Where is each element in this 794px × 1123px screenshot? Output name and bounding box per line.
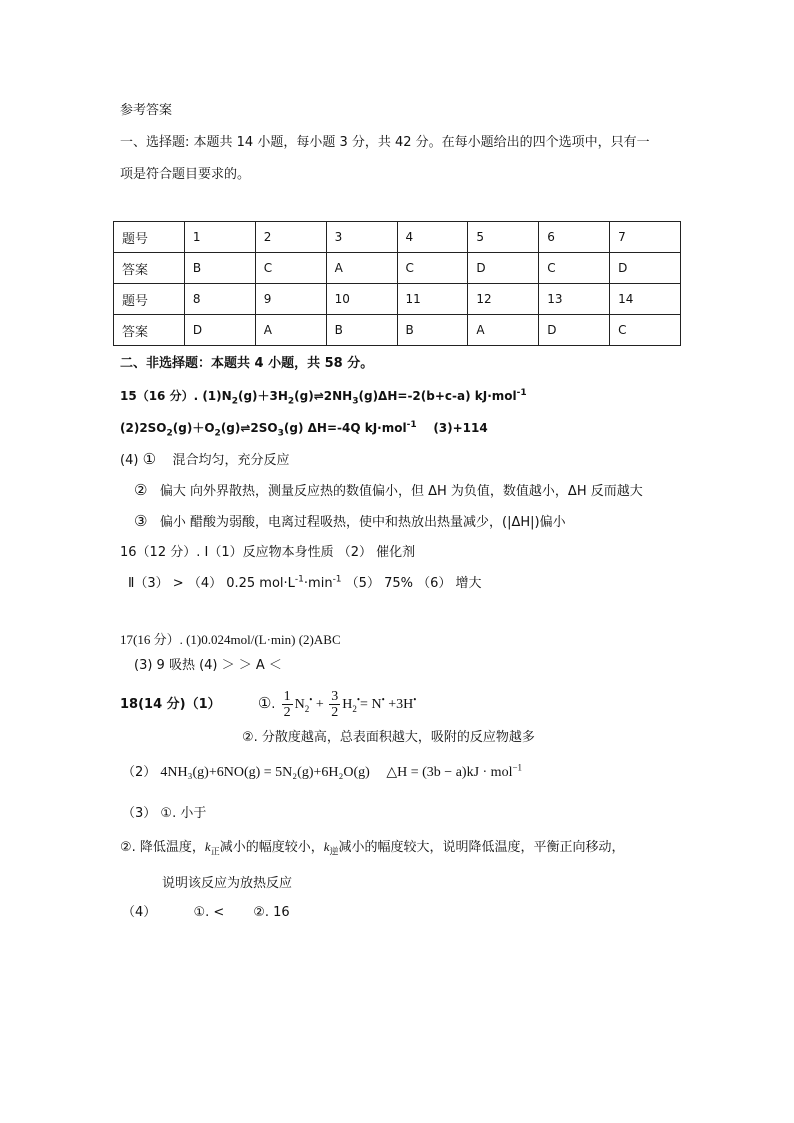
q15-l2-prefix: (2)2SO xyxy=(120,421,167,435)
q17-line1: 17(16 分）. (1)0.024mol/(L·min) (2)ABC xyxy=(120,632,341,647)
q15-l1-prefix: 15（16 分）. (1)N xyxy=(120,389,232,403)
q15-l3-text: 混合均匀，充分反应 xyxy=(172,453,290,468)
table-cell: A xyxy=(255,315,326,346)
table-cell: 11 xyxy=(397,284,468,315)
q18-line7 xyxy=(122,904,290,922)
table-cell: C xyxy=(397,253,468,284)
table-cell: 1 xyxy=(184,222,255,253)
q15-l4-text: 偏大 向外界散热，测量反应热的数值偏小，但 ΔH 为负值，数值越小，ΔH 反而越大 xyxy=(159,484,643,499)
q15-l1-end: (g)ΔH=-2(b+c-a) kJ·mol xyxy=(358,389,517,403)
frac-den: 2 xyxy=(283,705,291,721)
table-cell: D xyxy=(184,315,255,346)
sup: -1 xyxy=(516,388,527,398)
section2-heading: 二、非选择题：本题共 4 小题，共 58 分。 xyxy=(120,356,374,371)
q18-line6: 说明该反应为放热反应 xyxy=(162,876,293,891)
table-cell: 14 xyxy=(610,284,681,315)
q15-l2-mid: (g)＋O xyxy=(172,421,215,435)
frac-den: 2 xyxy=(331,705,339,721)
eq-equals: = xyxy=(360,697,372,712)
eq-h2: H xyxy=(342,697,353,712)
table-cell: 2 xyxy=(255,222,326,253)
sup: • xyxy=(356,694,361,705)
q18-l5-c: 减小的幅度较大，说明降低温度，平衡正向移动， xyxy=(338,840,625,855)
row-header-cell: 题号 xyxy=(114,222,185,253)
eq-nh3-no: 4NH₃(g)+6NO(g) = 5N₂(g)+6H₂O(g) xyxy=(160,765,370,780)
eq-plus: + xyxy=(315,697,324,712)
eq-delta-h: △H = (3b − a)kJ · mol xyxy=(386,765,513,780)
q15-line4 xyxy=(134,481,643,501)
sub: 2 xyxy=(231,396,238,407)
table-cell: 4 xyxy=(397,222,468,253)
table-row xyxy=(114,284,681,315)
q16-l2-end: （5） 75% （6） 增大 xyxy=(341,576,482,591)
k-symbol: k xyxy=(204,839,211,854)
table-cell: 3 xyxy=(326,222,397,253)
table-cell: C xyxy=(539,253,610,284)
table-row xyxy=(114,222,681,253)
q15-l1-mid2: (g)⇌2NH xyxy=(294,389,353,403)
q18-line1: 18(14 分)（1） ①. $\frac{1}{2}$ $N_2^•$ + $\frac{3}{2}$ $H_2^•= N^• +3H^•$ xyxy=(120,689,417,721)
table-cell: 6 xyxy=(539,222,610,253)
q16-l2-prefix: Ⅱ（3） > （4） 0.25 mol·L xyxy=(128,576,295,591)
q15-line5 xyxy=(134,512,566,532)
table-row xyxy=(114,253,681,284)
q18-part2-label: （2） xyxy=(122,765,157,780)
frac-num: 1 xyxy=(283,689,291,705)
table-row xyxy=(114,315,681,346)
eq-adsorption xyxy=(280,689,417,721)
table-cell: D xyxy=(539,315,610,346)
q18-part3-label: （3） xyxy=(122,806,157,821)
q15-l2-mid2: (g)⇌2SO xyxy=(220,421,278,435)
answer-table xyxy=(113,221,681,346)
k-symbol: k xyxy=(323,839,330,854)
sup: −1 xyxy=(512,762,523,773)
sup: -1 xyxy=(406,420,417,430)
sup: -1 xyxy=(294,574,304,585)
sub: 2 xyxy=(166,428,173,439)
table-cell: B xyxy=(184,253,255,284)
q18-line5 xyxy=(120,838,625,857)
section1-heading-line1: 一、选择题: 本题共 14 小题，每小题 3 分，共 42 分。在每小题给出的四个选项中，只有一 xyxy=(120,135,650,150)
table-cell: A xyxy=(468,315,539,346)
sub: 2 xyxy=(304,703,310,714)
q18-line4 xyxy=(122,805,206,823)
q16-line1: 16（12 分）. Ⅰ（1）反应物本身性质 （2） 催化剂 xyxy=(120,545,416,560)
q18-label: 18(14 分)（1） xyxy=(120,697,221,712)
table-cell: B xyxy=(397,315,468,346)
q18-l5-b: 减小的幅度较小， xyxy=(219,840,324,855)
circle-number-3: ③ xyxy=(134,512,148,530)
sup: -1 xyxy=(332,574,342,585)
circle-number-1: ① xyxy=(257,694,272,712)
q15-line3 xyxy=(120,450,290,470)
table-cell: 12 xyxy=(468,284,539,315)
sub: 3 xyxy=(277,428,284,439)
row-header-cell: 题号 xyxy=(114,284,185,315)
q18-line3 xyxy=(122,764,522,782)
table-cell: D xyxy=(610,253,681,284)
sub: 逆 xyxy=(329,847,339,858)
table-cell: A xyxy=(326,253,397,284)
q18-part4-label: （4） xyxy=(122,905,157,920)
sup: • xyxy=(309,694,313,705)
sub: 正 xyxy=(210,847,220,858)
table-cell: C xyxy=(255,253,326,284)
q16-l2-mid: ·min xyxy=(303,576,333,591)
page-title: 参考答案 xyxy=(120,103,173,118)
sub: 2 xyxy=(287,396,295,407)
q16-line2 xyxy=(128,575,482,593)
fraction-three-halves xyxy=(329,689,340,720)
q15-l2-tail: (3)+114 xyxy=(433,421,488,435)
table-cell: 5 xyxy=(468,222,539,253)
fraction-half xyxy=(282,689,293,720)
circle-number-2: ② xyxy=(134,481,148,499)
q18-l7-b: ②. 16 xyxy=(253,905,290,920)
sup: • xyxy=(413,694,417,705)
eq-rhs-h: +3H xyxy=(384,697,414,712)
table-cell: C xyxy=(610,315,681,346)
q15-l5-text: 偏小 醋酸为弱酸，电离过程吸热，使中和热放出热量减少，(|ΔH|)偏小 xyxy=(159,515,566,530)
row-header-cell: 答案 xyxy=(114,315,185,346)
table-cell: B xyxy=(326,315,397,346)
q15-line1 xyxy=(120,387,527,405)
q18-l7-a: ①. < xyxy=(193,905,225,920)
eq-rhs-n: N xyxy=(371,697,382,712)
q17-line2: (3) 9 吸热 (4) ＞ ＞ A ＜ xyxy=(134,658,282,673)
eq-n2: N xyxy=(294,697,305,712)
frac-num: 3 xyxy=(331,689,339,705)
q15-l1-mid: (g)＋3H xyxy=(237,389,288,403)
circle-number-1: ① xyxy=(142,450,157,468)
sub: 2 xyxy=(352,703,357,714)
table-cell: 13 xyxy=(539,284,610,315)
q18-l5-a: ②. 降低温度， xyxy=(120,840,205,855)
table-cell: D xyxy=(468,253,539,284)
q18-line2: ②. 分散度越高，总表面积越大，吸附的反应物越多 xyxy=(242,730,535,745)
row-header-cell: 答案 xyxy=(114,253,185,284)
table-cell: 10 xyxy=(326,284,397,315)
q15-part4-label: (4) xyxy=(120,453,139,468)
table-cell: 9 xyxy=(255,284,326,315)
table-cell: 7 xyxy=(610,222,681,253)
q15-l2-end: (g) ΔH=-4Q kJ·mol xyxy=(283,421,407,435)
q15-line2 xyxy=(120,419,488,437)
q18-l4-text: ①. 小于 xyxy=(160,806,207,821)
table-cell: 8 xyxy=(184,284,255,315)
sup: • xyxy=(381,694,385,705)
section1-heading-line2: 项是符合题目要求的。 xyxy=(120,167,251,182)
sub: 2 xyxy=(214,428,221,439)
sub: 3 xyxy=(352,396,359,407)
